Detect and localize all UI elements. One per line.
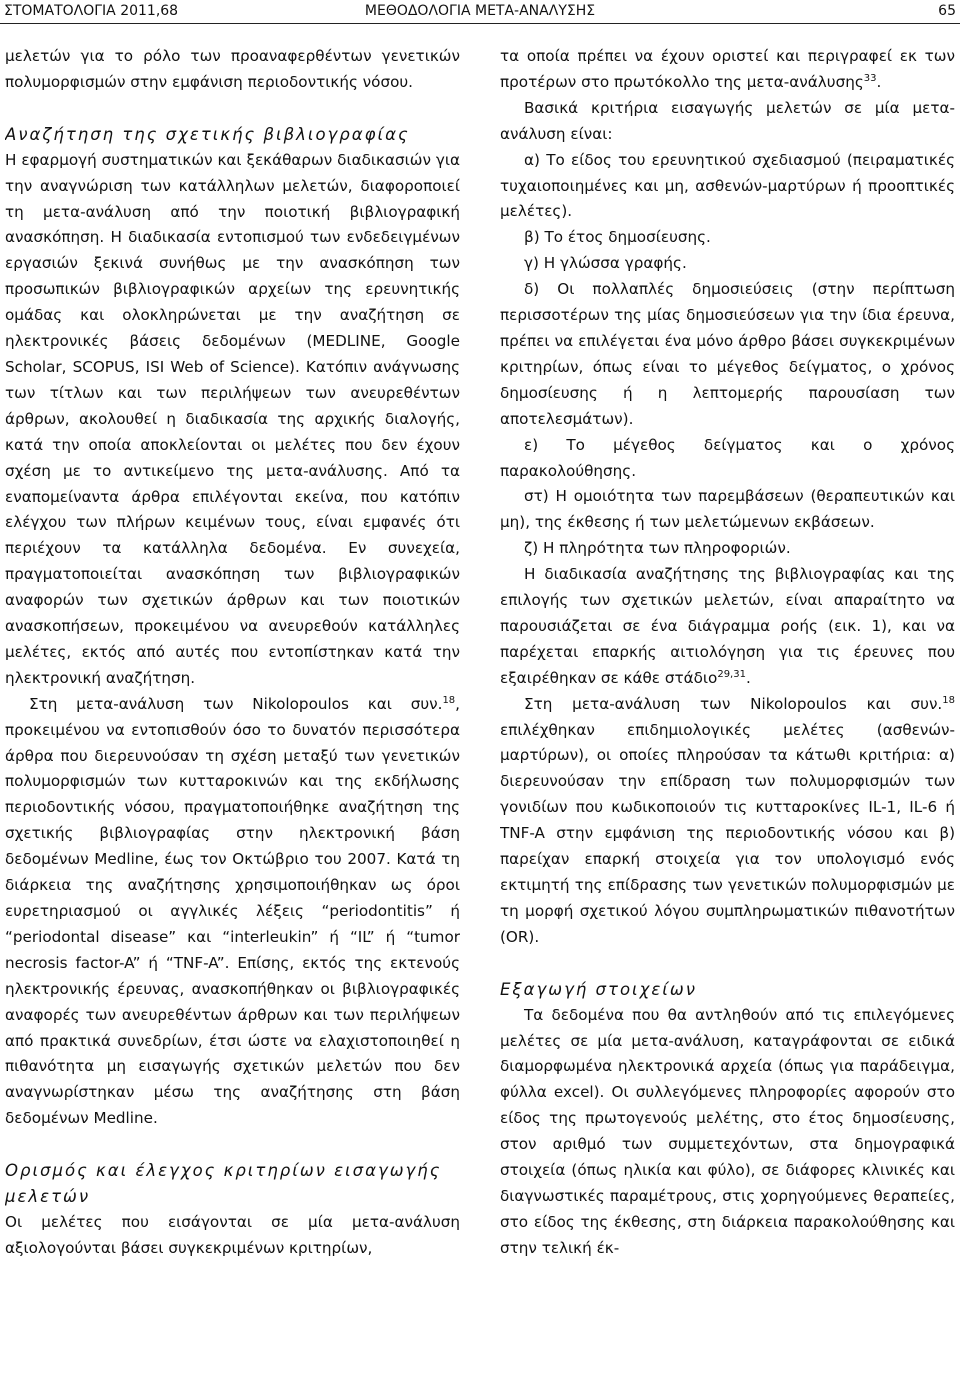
criterion-z: ζ) Η πληρότητα των πληροφοριών. [524,539,791,558]
nikolopoulos-criteria-text-a: Στη μετα-ανάλυση των Nikolopoulos και συν. [524,694,943,713]
criterion-g: γ) Η γλώσσα γραφής. [524,254,687,273]
heading-literature-search: Αναζήτηση της σχετικής βιβλιογραφίας [5,124,410,144]
criteria-intro: Βασικά κριτήρια εισαγωγής μελετών σε μία μετα-ανάλυση είναι: [500,98,955,143]
search-paragraph: Η εφαρμογή συστηματικών και ξεκάθαρων διαδικασιών για την αναγνώριση των κατάλληλων μελετών, διαφοροποιεί τη μετα-ανάλυση από την ποιοτική βιβλιογραφική ανασκόπηση. Η διαδικασία εντοπισμού των ενδεδειγμένων εργασιών ξεκινά συνήθως με την ανασκόπηση των προσωπικών βιβλιογραφικών αρχείων της ερευνητικής ομάδας και ολοκληρώνεται με την αναζήτηση σε ηλεκτρονικές βάσεις δεδομένων (MEDLINE, Google Scholar, SCOPUS, ISI Web of Science). Κατόπιν ανάγνωσης των τίτλων και των περιλήψεων των ανευρεθέντων άρθρων, ακολουθεί η διαδικασία της αρχικής διαλογής, κατά την οποία αποκλείονται οι μελέτες που δεν έχουν σχέση με το αντικείμενο της μετα-ανάλυσης. Από τα εναπομείναντα άρθρα επιλέγονται εκείνα, που κατόπιν ελέγχου των πλήρων κειμένων τους, είναι εμφανές ότι περιέχουν τα κατάλληλα δεδομένα. Εν συνεχεία, πραγματοποιείται ανασκόπηση των βιβλιογραφικών αναφορών των σχετικών άρθρων και των ποιοτικών ανασκοπήσεων, προκειμένου να ανευρεθούν κατάλληλες μελέτες, εκτός από αυτές που εντοπίστηκαν κατά την ηλεκτρονική αναζήτηση. [5,150,460,687]
criterion-st: στ) Η ομοιότητα των παρεμβάσεων (θεραπευτικών και μη), της έκθεσης ή των μελετώμενων εκβάσεων. [500,487,955,532]
heading-data-extraction: Εξαγωγή στοιχείων [500,979,697,999]
reference-33: 33 [863,72,877,84]
reference-29-31: 29,31 [717,668,746,680]
criteria-paragraph-start: Οι μελέτες που εισάγονται σε μία μετα-ανάλυση αξιολογούνται βάσει συγκεκριμένων κριτηρίων, [5,1212,460,1257]
journal-title: ΣΤΟΜΑΤΟΛΟΓΙΑ 2011,68 [4,3,179,19]
nikolopoulos-search-text-b: , προκειμένου να εντοπισθούν όσο το δυνατόν περισσότερα άρθρα που διερευνούσαν τη σχέση μεταξύ των γενετικών πολυμορφισμών των κυτταροκινών και της εκδήλωσης περιοδοντικής νόσου, πραγματοποιήθηκε αναζήτηση της σχετικής βιβλιογραφίας στην ηλεκτρονική βάση δεδομένων Medline, έως τον Οκτώβριο του 2007. Κατά τη διάρκεια της αναζήτησης χρησιμοποιήθηκαν ως όροι ευρετηριασμού οι αγγλικές λέξεις “periodontitis” ή “periodontal disease” και “interleukin” ή “IL” ή “tumor necrosis factor-A” ή “TNF-A”. Επίσης, εκτός της εκτενούς ηλεκτρονικής έρευνας, ανασκοπήθηκαν οι βιβλιογραφικές αναφορές των ανευρεθέντων άρθρων και των περιλήψεων από πρακτικά συνεδρίων, έτσι ώστε να ελαχιστοποιηθεί η πιθανότητα μη εισαγωγής σχετικών μελετών που δεν αναγνωρίστηκαν μέσω της αναζήτησης στη βάση δεδομένων Medline. [5,694,460,1128]
criteria-continuation-text: τα οποία πρέπει να έχουν οριστεί και περιγραφεί εκ των προτέρων στο πρωτόκολλο της μετα-ανάλυσης [500,47,955,91]
flowchart-text-end: . [745,668,751,687]
page-number: 65 [938,3,956,19]
criterion-b: β) Το έτος δημοσίευσης. [524,228,711,247]
flowchart-paragraph [500,562,955,692]
extraction-paragraph: Τα δεδομένα που θα αντληθούν από τις επιλεγόμενες μελέτες σε μία μετα-ανάλυση, καταγράφονται σε ειδικά διαμορφωμένα ηλεκτρονικά αρχεία (όπως για παράδειγμα, φύλλα excel). Οι συλλεγόμενες πληροφορίες αφορούν στο είδος της πρωτογενούς μελέτης, στο έτος δημοσίευσης, στον αριθμό των συμμετεχόντων, στα δημογραφικά στοιχεία (όπως ηλικία και φύλο), σε διάφορες κλινικές και διαγνωστικές παραμέτρους, στις χορηγούμενες θεραπείες, στο είδος της έκθεσης, στη διάρκεια παρακολούθησης και στην τελική έκ- [500,1005,955,1257]
page-header [0,0,960,22]
right-column [500,44,955,1384]
nikolopoulos-search-text-a: Στη μετα-ανάλυση των Nikolopoulos και συν. [29,694,443,713]
nikolopoulos-criteria-paragraph [500,692,955,951]
left-column [5,44,460,1384]
reference-18-right: 18 [942,694,955,706]
header-rule [0,23,960,24]
criteria-continuation-end: . [876,72,882,91]
intro-paragraph: μελετών για το ρόλο των προαναφερθέντων γενετικών πολυμορφισμών στην εμφάνιση περιοδοντικής νόσου. [5,47,460,91]
heading-inclusion-criteria: Ορισμός και έλεγχος κριτηρίων εισαγωγής μελετών [5,1161,442,1207]
nikolopoulos-search-paragraph [5,692,460,1132]
criterion-e: ε) Το μέγεθος δείγματος και ο χρόνος παρακολούθησης. [500,435,955,480]
criterion-a: α) Το είδος του ερευνητικού σχεδιασμού (πειραματικές τυχαιοποιημένες και μη, ασθενών-μαρτύρων ή προοπτικές μελέτες). [500,150,955,221]
criteria-continuation [500,44,955,96]
section-title: ΜΕΘΟΔΟΛΟΓΙΑ ΜΕΤΑ-ΑΝΑΛΥΣΗΣ [364,3,596,19]
nikolopoulos-criteria-text-b: επιλέχθηκαν επιδημιολογικές μελέτες (ασθενών-μαρτύρων), οι οποίες πληρούσαν τα κάτωθι κριτήρια: α) διερευνούσαν την επίδραση των πολυμορφισμών των γονιδίων που κωδικοποιούν τις κυτταροκίνες IL-1, IL-6 ή TNF-A στην εμφάνιση της περιοδοντικής νόσου και β) παρείχαν επαρκή στοιχεία για τον υπολογισμό ενός εκτιμητή της επίδρασης των γενετικών πολυμορφισμών με τη μορφή σχετικού λόγου συμπληρωματικών πιθανοτήτων (OR). [500,720,955,946]
flowchart-text: Η διαδικασία αναζήτησης της βιβλιογραφίας και της επιλογής των σχετικών μελετών, είναι απαραίτητο να παρουσιάζεται σε ένα διάγραμμα ροής (εικ. 1), και να παρέχεται επαρκής αιτιολόγηση για τις έρευνες που εξαιρέθηκαν σε κάθε στάδιο [500,565,955,687]
reference-18: 18 [442,694,456,706]
criterion-d: δ) Οι πολλαπλές δημοσιεύσεις (στην περίπτωση περισσοτέρων της μίας δημοσιεύσεων για την ίδια έρευνα, πρέπει να επιλέγεται ένα μόνο άρθρο βάσει συγκεκριμένων κριτηρίων, όπως είναι το μέγεθος δείγματος, ο χρόνος δημοσίευσης ή η λεπτομερής παρουσίαση των αποτελεσμάτων). [500,280,955,428]
